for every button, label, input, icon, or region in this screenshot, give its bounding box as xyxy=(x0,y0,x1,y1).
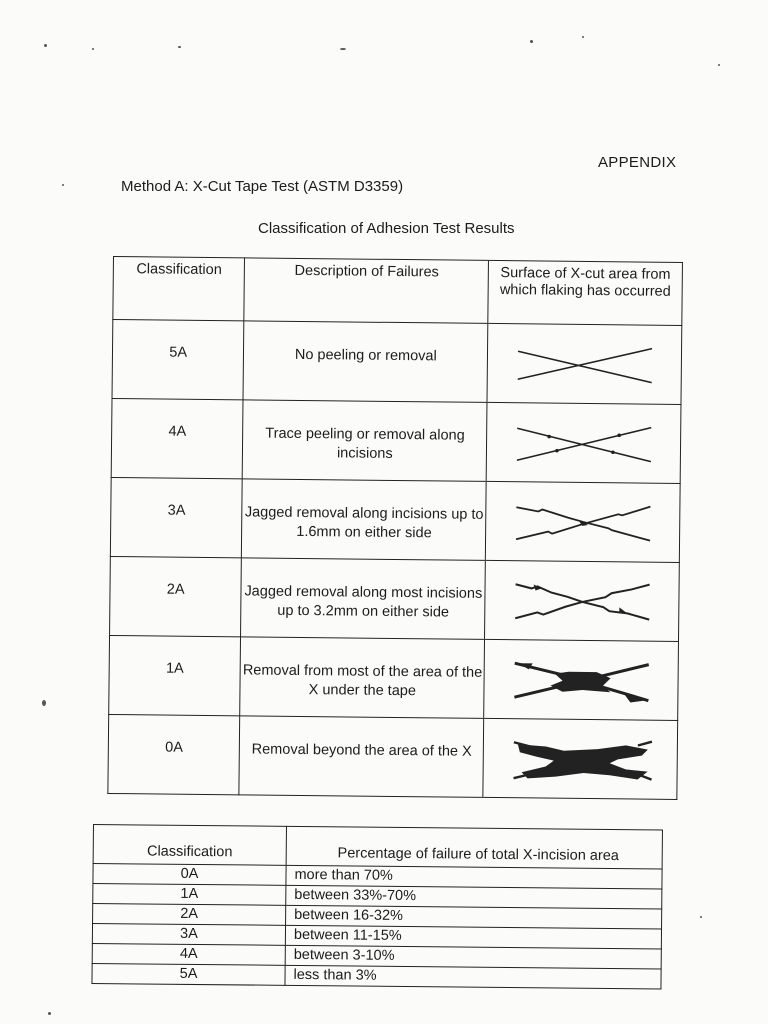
header-description: Description of Failures xyxy=(244,258,488,324)
row-code: 3A xyxy=(92,924,285,946)
row-code: 0A xyxy=(93,864,286,886)
row-code: 5A xyxy=(112,320,244,400)
appendix-label: APPENDIX xyxy=(598,154,677,171)
header-classification: Classification xyxy=(113,257,245,321)
row-code: 2A xyxy=(93,904,286,926)
percentage-table xyxy=(91,824,663,989)
scan-speck xyxy=(530,40,533,43)
table-row xyxy=(92,963,661,988)
row-percentage: between 3-10% xyxy=(285,945,661,969)
row-code: 2A xyxy=(110,556,242,636)
scan-speck xyxy=(48,1012,51,1015)
x-cut-trace-icon xyxy=(508,412,659,474)
table-row xyxy=(111,398,681,483)
scan-speck xyxy=(42,700,46,706)
scan-speck xyxy=(718,64,720,66)
row-percentage: between 16-32% xyxy=(286,905,662,929)
row-code: 1A xyxy=(109,635,241,715)
scan-speck xyxy=(62,184,64,186)
scan-speck xyxy=(340,48,346,50)
row-description: Jagged removal along incisions up to 1.6mm on either side xyxy=(242,479,487,561)
x-cut-beyond-area-icon xyxy=(505,728,656,790)
scan-speck xyxy=(178,46,181,48)
header-classification: Classification xyxy=(93,825,286,866)
row-code: 0A xyxy=(108,714,240,794)
header-surface: Surface of X-cut area from which flaking has occurred xyxy=(488,260,682,325)
header-percentage: Percentage of failure of total X-incision area xyxy=(286,826,662,869)
row-code: 5A xyxy=(92,963,285,985)
method-title: Method A: X-Cut Tape Test (ASTM D3359) xyxy=(121,178,404,195)
table-row xyxy=(110,477,680,562)
row-percentage: more than 70% xyxy=(286,865,662,889)
table-header-row xyxy=(93,825,662,869)
adhesion-results-table xyxy=(107,256,683,800)
row-description: Removal from most of the area of the X under the tape xyxy=(240,637,485,719)
x-cut-clean-icon xyxy=(509,333,660,395)
scan-speck xyxy=(92,48,94,50)
row-percentage: less than 3% xyxy=(285,965,661,989)
row-description: Trace peeling or removal along incisions xyxy=(243,400,488,482)
x-cut-jagged-most-icon xyxy=(507,570,658,632)
classification-title: Classification of Adhesion Test Results xyxy=(258,220,515,237)
table-row xyxy=(112,320,682,405)
row-description: No peeling or removal xyxy=(243,321,488,403)
table-row xyxy=(108,714,678,799)
scan-speck xyxy=(582,36,584,38)
row-code: 1A xyxy=(93,884,286,906)
scan-speck xyxy=(44,44,47,47)
row-code: 3A xyxy=(110,477,242,557)
row-code: 4A xyxy=(92,943,285,965)
scan-speck xyxy=(700,916,702,918)
row-code: 4A xyxy=(111,398,243,478)
table-row xyxy=(110,556,680,641)
x-cut-jagged-icon xyxy=(508,491,659,553)
table-row xyxy=(109,635,679,720)
row-percentage: between 33%-70% xyxy=(286,885,662,909)
x-cut-most-area-icon xyxy=(506,649,657,711)
row-percentage: between 11-15% xyxy=(285,925,661,949)
row-description: Jagged removal along most incisions up to 3.2mm on either side xyxy=(241,558,486,640)
row-description: Removal beyond the area of the X xyxy=(239,716,484,798)
table-header-row xyxy=(113,257,683,326)
